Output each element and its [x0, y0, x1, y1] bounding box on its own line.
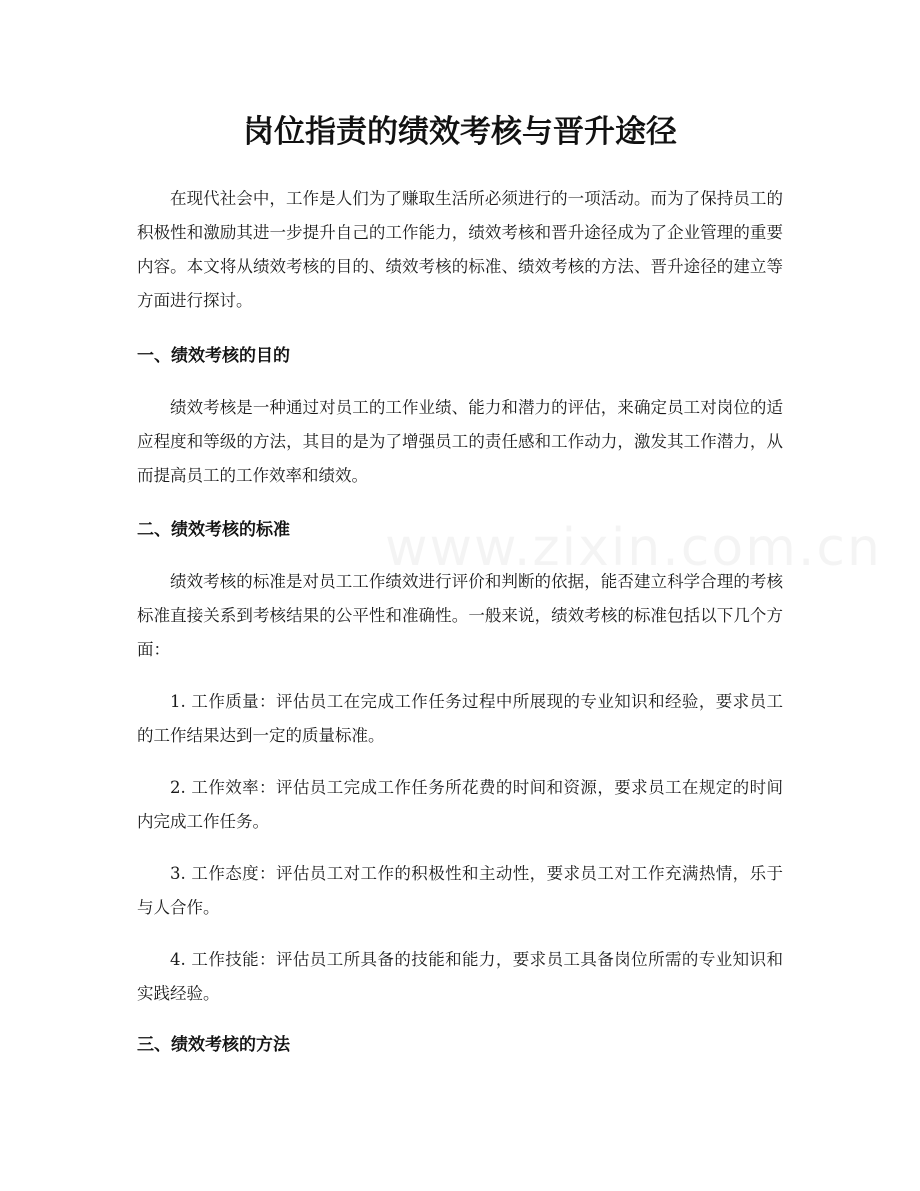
- list-item-quality: 1. 工作质量：评估员工在完成工作任务过程中所展现的专业知识和经验，要求员工的工作结果达到一定的质量标准。: [137, 692, 783, 745]
- list-item-attitude: 3. 工作态度：评估员工对工作的积极性和主动性，要求员工对工作充满热情，乐于与人合作。: [137, 864, 783, 917]
- section-heading-standards: 二、绩效考核的标准: [137, 520, 290, 540]
- section-paragraph-purpose: 绩效考核是一种通过对员工的工作业绩、能力和潜力的评估，来确定员工对岗位的适应程度和等级的方法，其目的是为了增强员工的责任感和工作动力，激发其工作潜力，从而提高员工的工作效率和绩效。: [137, 398, 783, 485]
- section-heading-purpose: 一、绩效考核的目的: [137, 346, 290, 366]
- section-paragraph-standards: 绩效考核的标准是对员工工作绩效进行评价和判断的依据，能否建立科学合理的考核标准直接关系到考核结果的公平性和准确性。一般来说，绩效考核的标准包括以下几个方面：: [137, 572, 783, 659]
- intro-paragraph: 在现代社会中，工作是人们为了赚取生活所必须进行的一项活动。而为了保持员工的积极性和激励其进一步提升自己的工作能力，绩效考核和晋升途径成为了企业管理的重要内容。本文将从绩效考核的目的、绩效考核的标准、绩效考核的方法、晋升途径的建立等方面进行探讨。: [137, 189, 783, 310]
- section-heading-methods: 三、绩效考核的方法: [137, 1035, 290, 1055]
- document-title: 岗位指责的绩效考核与晋升途径: [243, 114, 677, 150]
- list-item-efficiency: 2. 工作效率：评估员工完成工作任务所花费的时间和资源，要求员工在规定的时间内完成工作任务。: [137, 778, 783, 831]
- list-item-skills: 4. 工作技能：评估员工所具备的技能和能力，要求员工具备岗位所需的专业知识和实践经验。: [137, 950, 783, 1003]
